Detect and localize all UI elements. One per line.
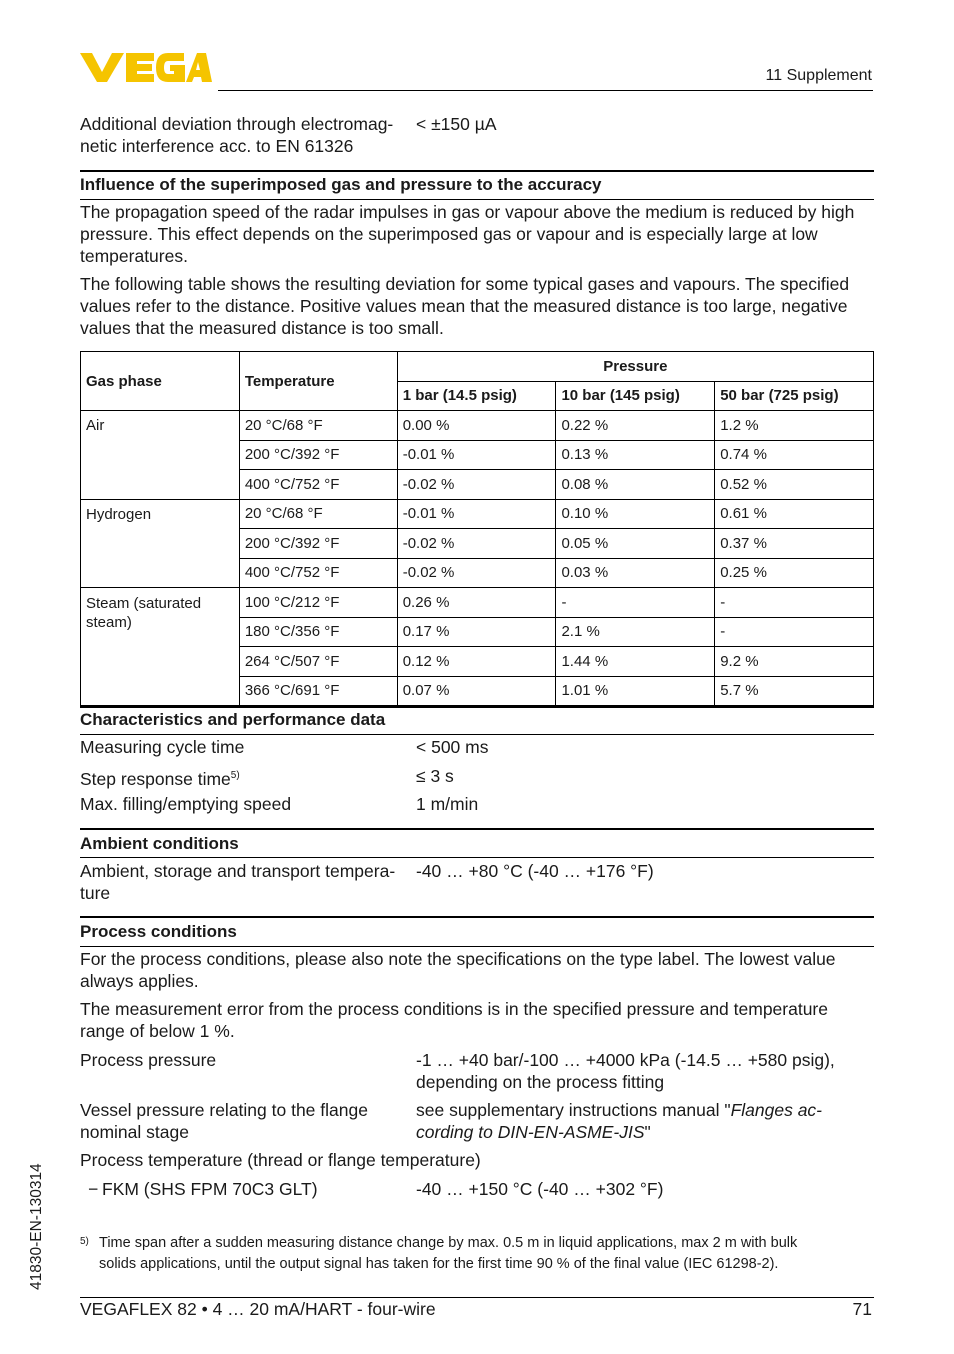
process-title: Process conditions (80, 922, 237, 941)
table-cell: 0.05 % (556, 529, 715, 559)
gas-paragraph-2: The following table shows the resulting deviation for some typical gases and vapours. The specified values refer to the distance. Positive values mean that the measured distance is too large, negative values that the measured distance is too small. (80, 274, 850, 338)
table-cell: 0.22 % (556, 411, 715, 441)
footnote-mark: 5) (80, 1236, 89, 1247)
table-cell: 0.00 % (397, 411, 556, 441)
table-cell: 2.1 % (556, 617, 715, 647)
table-cell: 5.7 % (715, 676, 874, 706)
header-pressure-1bar: 1 bar (14.5 psig) (397, 381, 556, 411)
header-pressure-50bar: 50 bar (725 psig) (715, 381, 874, 411)
emc-value: < ±150 µA (416, 114, 497, 134)
table-cell: -0.02 % (397, 529, 556, 559)
gas-deviation-table (80, 351, 874, 706)
cycle-value: < 500 ms (416, 737, 489, 757)
table-cell: -0.01 % (397, 440, 556, 470)
ambient-label: Ambient, storage and transport tempera- ture (80, 861, 396, 903)
footer-rule (80, 1297, 874, 1298)
section-rule (80, 828, 874, 830)
table-row (81, 411, 874, 441)
step-value: ≤ 3 s (416, 766, 454, 786)
section-rule (80, 734, 874, 735)
gas-cell: Steam (saturated steam) (81, 588, 240, 706)
table-cell: - (556, 588, 715, 618)
cycle-label: Measuring cycle time (80, 737, 245, 757)
table-cell: 200 °C/392 °F (239, 440, 397, 470)
section-label: 11 Supplement (765, 67, 872, 84)
table-cell: - (715, 588, 874, 618)
table-cell: 0.37 % (715, 529, 874, 559)
speed-value: 1 m/min (416, 794, 479, 814)
table-cell: -0.02 % (397, 558, 556, 588)
fkm-label: FKM (SHS FPM 70C3 GLT) (102, 1179, 318, 1199)
vessel-value-quote: " (644, 1122, 651, 1142)
gas-paragraph-1: The propagation speed of the radar impulses in gas or vapour above the medium is reduced by high pressure. This effect depends on the superimposed gas or vapour and is especially large at low temperatures. (80, 202, 855, 266)
table-cell: 180 °C/356 °F (239, 617, 397, 647)
speed-label: Max. filling/emptying speed (80, 794, 292, 814)
gas-section-title: Influence of the superimposed gas and pressure to the accuracy (80, 175, 602, 194)
emc-label: Additional deviation through electromag- netic interference acc. to EN 61326 (80, 114, 394, 156)
table-cell: 0.74 % (715, 440, 874, 470)
vessel-value (416, 1099, 822, 1143)
process-temp-label: Process temperature (thread or flange temperature) (80, 1150, 481, 1170)
performance-title: Characteristics and performance data (80, 710, 386, 729)
pressure-value: -1 … +40 bar/-100 … +4000 kPa (-14.5 … +580 psig), depending on the process fitting (416, 1050, 835, 1092)
table-cell: 0.03 % (556, 558, 715, 588)
document-code: 41830-EN-130314 (28, 1163, 45, 1290)
table-cell: 1.01 % (556, 676, 715, 706)
table-cell: 200 °C/392 °F (239, 529, 397, 559)
header-rule (218, 90, 873, 91)
header-pressure: Pressure (397, 352, 873, 382)
footer-product: VEGAFLEX 82 • 4 … 20 mA/HART - four-wire (80, 1299, 436, 1319)
table-cell: 0.26 % (397, 588, 556, 618)
vessel-manual-title: Flanges ac- cording to DIN-EN-ASME-JIS (416, 1100, 823, 1142)
table-cell: -0.01 % (397, 499, 556, 529)
table-cell: 20 °C/68 °F (239, 411, 397, 441)
step-label: Step response time (80, 768, 231, 789)
step-label-row (80, 765, 240, 790)
table-cell: 0.08 % (556, 470, 715, 500)
gas-cell: Air (81, 411, 240, 500)
table-cell: 400 °C/752 °F (239, 558, 397, 588)
table-cell: 400 °C/752 °F (239, 470, 397, 500)
table-cell: 0.25 % (715, 558, 874, 588)
footnote-text: Time span after a sudden measuring distance change by max. 0.5 m in liquid applications, max 2 m with bulk solids applications, until the output signal has taken for the first time 90 % of the final value (IEC 61298-2). (99, 1235, 798, 1272)
table-cell: 0.07 % (397, 676, 556, 706)
section-rule (80, 857, 874, 858)
table-cell: 9.2 % (715, 647, 874, 677)
table-cell: 20 °C/68 °F (239, 499, 397, 529)
gas-cell: Hydrogen (81, 499, 240, 588)
fkm-value: -40 … +150 °C (-40 … +302 °F) (416, 1179, 664, 1199)
table-header-row (81, 352, 874, 382)
section-rule (80, 916, 874, 918)
section-rule (80, 706, 874, 708)
table-cell: 0.61 % (715, 499, 874, 529)
header-pressure-10bar: 10 bar (145 psig) (556, 381, 715, 411)
header-temperature: Temperature (239, 352, 397, 411)
section-rule (80, 946, 874, 947)
ambient-title: Ambient conditions (80, 834, 239, 853)
pressure-label: Process pressure (80, 1050, 217, 1070)
ambient-value: -40 … +80 °C (-40 … +176 °F) (416, 861, 654, 881)
vessel-label: Vessel pressure relating to the flange nominal stage (80, 1100, 368, 1142)
table-cell: 0.17 % (397, 617, 556, 647)
page-number: 71 (852, 1299, 872, 1319)
table-cell: 0.52 % (715, 470, 874, 500)
table-cell: 0.13 % (556, 440, 715, 470)
section-rule (80, 199, 874, 200)
table-cell: -0.02 % (397, 470, 556, 500)
table-cell: 264 °C/507 °F (239, 647, 397, 677)
table-row (81, 499, 874, 529)
table-cell: 0.10 % (556, 499, 715, 529)
vega-logo (80, 50, 212, 84)
section-rule (80, 170, 874, 172)
table-cell: 0.12 % (397, 647, 556, 677)
table-row (81, 588, 874, 618)
footnote-ref: 5) (230, 770, 240, 781)
header-gas-phase: Gas phase (81, 352, 240, 411)
table-cell: 366 °C/691 °F (239, 676, 397, 706)
table-cell: - (715, 617, 874, 647)
table-cell: 100 °C/212 °F (239, 588, 397, 618)
vessel-value-text: see supplementary instructions manual " (416, 1100, 731, 1120)
process-paragraph-1: For the process conditions, please also note the specifications on the type label. The lowest value always applies. (80, 949, 836, 991)
table-cell: 1.2 % (715, 411, 874, 441)
process-paragraph-2: The measurement error from the process conditions is in the specified pressure and temperature range of below 1 %. (80, 999, 828, 1041)
list-dash: − (88, 1179, 99, 1199)
table-cell: 1.44 % (556, 647, 715, 677)
